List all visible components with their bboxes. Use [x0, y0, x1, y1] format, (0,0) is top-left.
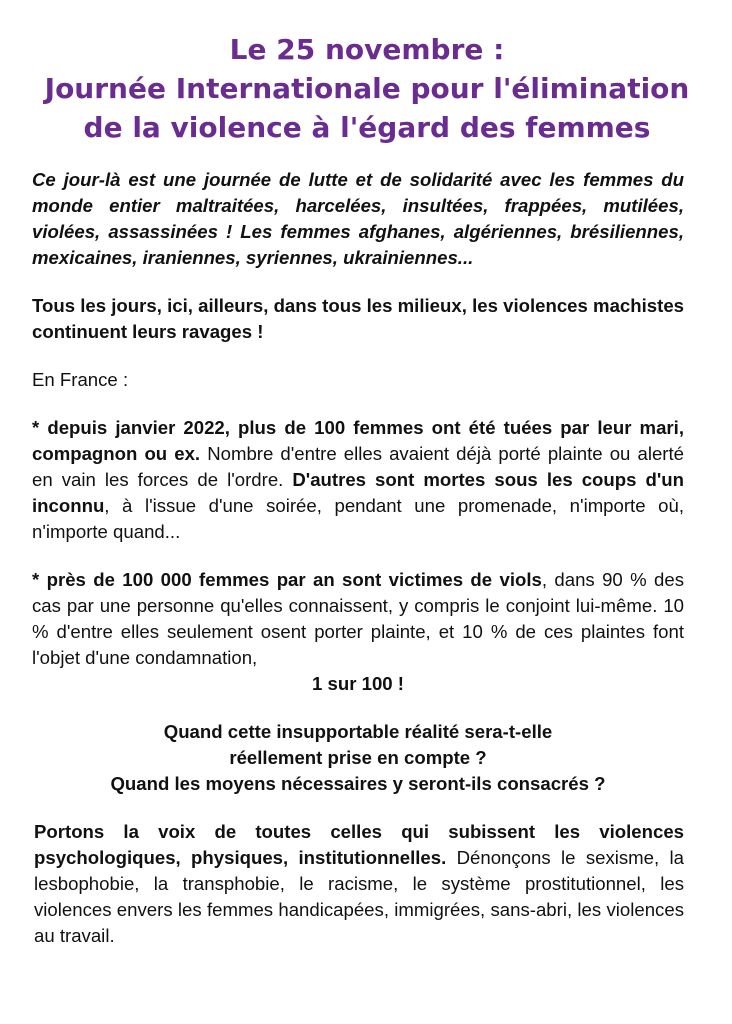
- question-line-3: Quand les moyens nécessaires y seront-ils consacrés ?: [110, 773, 606, 794]
- question-line-1: Quand cette insupportable réalité sera-t-elle: [163, 721, 553, 742]
- point-2-paragraph: [32, 567, 684, 671]
- point-1-bold-a: * depuis janvier 2022, plus de 100 femmes ont été tuées par leur mari, compagnon ou ex.: [32, 417, 684, 464]
- closing-text: Dénonçons le sexisme, la lesbophobie, la transphobie, le racisme, le système prostitutionnel, les violences envers les femmes handicapées, immigrées, sans-abri, les violences au travail.: [34, 847, 684, 946]
- point-2-text: , dans 90 % des cas par une personne qu'elles connaissent, y compris le conjoint lui-même. 10 % d'entre elles seulement osent porter plainte, et 10 % de ces plaintes font l'objet d'une condamnation,: [32, 569, 684, 668]
- title-line-2: Journée Internationale pour l'élimination: [44, 72, 690, 105]
- point-1-text-b: , à l'issue d'une soirée, pendant une promenade, n'importe où, n'importe quand...: [32, 495, 684, 542]
- closing-bold: Portons la voix de toutes celles qui subissent les violences psychologiques, physiques, institutionnelles.: [34, 821, 684, 868]
- point-2-bold: * près de 100 000 femmes par an sont victimes de viols: [32, 569, 542, 590]
- question-line-2: réellement prise en compte ?: [229, 747, 487, 768]
- point-1-bold-b: D'autres sont mortes sous les coups d'un inconnu: [32, 469, 684, 516]
- france-label: En France :: [32, 369, 129, 390]
- everyday-paragraph: Tous les jours, ici, ailleurs, dans tous les milieux, les violences machistes continuent leurs ravages !: [32, 295, 684, 342]
- title-line-3: de la violence à l'égard des femmes: [83, 111, 651, 144]
- ratio-line: 1 sur 100 !: [312, 673, 404, 694]
- questions-block: [32, 719, 684, 797]
- point-1-text-a: Nombre d'entre elles avaient déjà porté plainte ou alerté en vain les forces de l'ordre.: [32, 443, 684, 490]
- title-line-1: Le 25 novembre :: [229, 33, 505, 66]
- point-1-paragraph: [32, 415, 684, 545]
- page-title: [22, 30, 712, 147]
- closing-paragraph: [32, 819, 684, 949]
- intro-paragraph: Ce jour-là est une journée de lutte et de solidarité avec les femmes du monde entier maltraitées, harcelées, insultées, frappées, mutilées, violées, assassinées ! Les femmes afghanes, algériennes, brésiliennes, mexicaines, iraniennes, syriennes, ukrainiennes...: [32, 169, 684, 268]
